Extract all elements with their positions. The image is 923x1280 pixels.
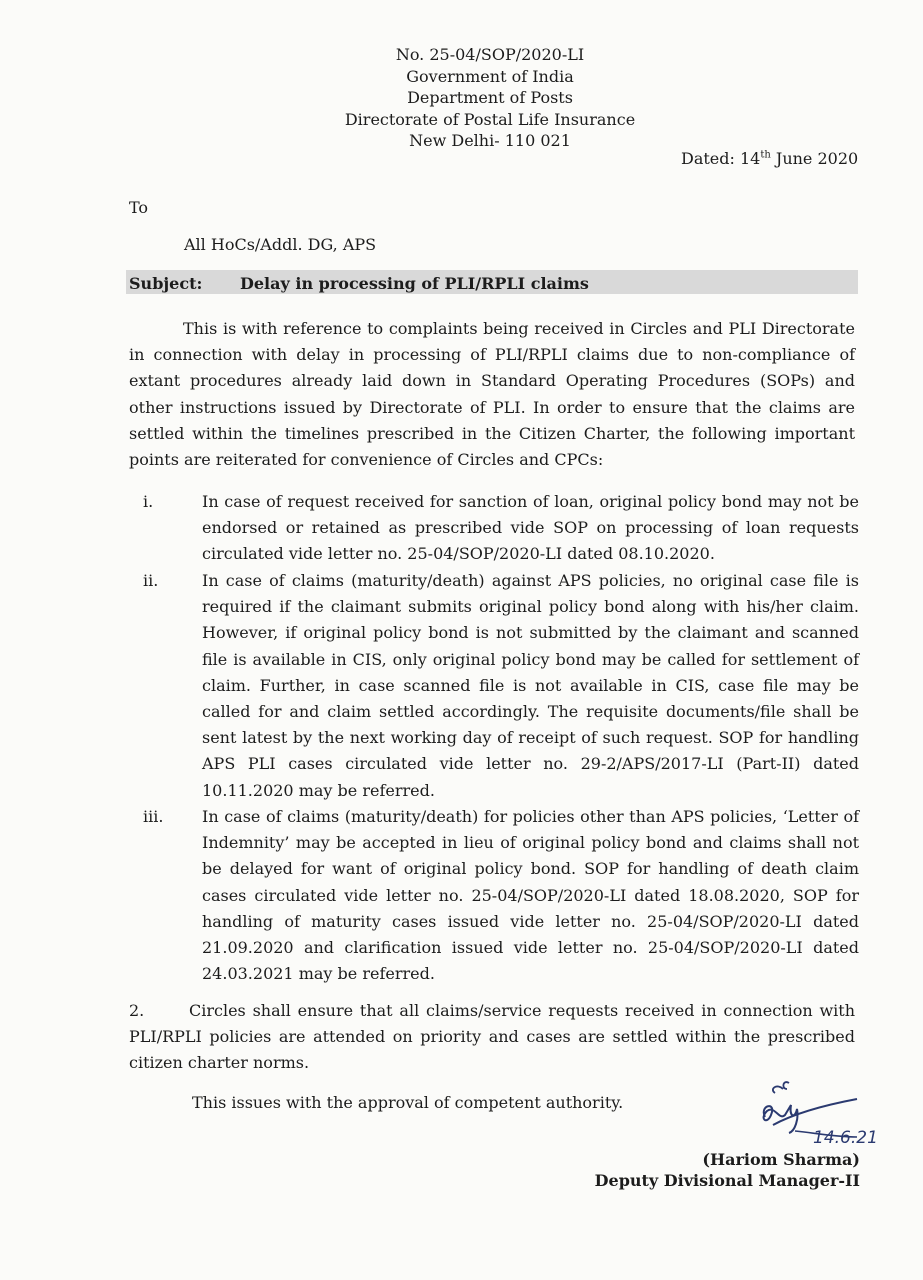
subject-text: Delay in processing of PLI/RPLI claims xyxy=(240,274,589,293)
paragraph-number: 2. xyxy=(129,1001,145,1020)
list-item-text: In case of claims (maturity/death) against APS policies, no original case file is required if the claimant submits original policy bond along with his/her claim. However, if original policy bond is not submitted by the claimant and scanned file is available in CIS, only original policy bond may be called for settlement of claim. Further, in case scanned file is not available in CIS, case file may be called for and claim settled accordingly. The requisite documents/file shall be sent latest by the next working day of receipt of such request. SOP for handling APS PLI cases circulated vide letter no. 29-2/APS/2017-LI (Part-II) dated 10.11.2020 may be referred. xyxy=(202,571,859,800)
paragraph-2 xyxy=(129,998,855,1077)
subject-label: Subject: xyxy=(129,274,203,293)
approval-note: This issues with the approval of competent authority. xyxy=(192,1093,624,1112)
addressee: All HoCs/Addl. DG, APS xyxy=(184,235,377,254)
paragraph-text: Circles shall ensure that all claims/service requests received in connection with PLI/RPLI policies are attended on priority and cases are settled within the prescribed citizen charter norms. xyxy=(129,1001,855,1073)
to-label: To xyxy=(129,198,149,217)
header-directorate: Directorate of Postal Life Insurance xyxy=(344,109,636,129)
intro-paragraph: This is with reference to complaints being received in Circles and PLI Directorate in connection with delay in processing of PLI/RPLI claims due to non-compliance of extant procedures already laid down in Standard Operating Procedures (SOPs) and other instructions issued by Directorate of PLI. In order to ensure that the claims are settled within the timelines prescribed in the Citizen Charter, the following important points are reiterated for convenience of Circles and CPCs: xyxy=(129,319,855,470)
header-government: Government of India xyxy=(406,66,574,86)
letter-header xyxy=(300,44,680,152)
signatory-name: (Hariom Sharma) xyxy=(702,1150,860,1169)
handwritten-signature xyxy=(755,1075,885,1150)
letter-date: Dated: 14th June 2020 xyxy=(681,149,859,168)
list-item-number: iii. xyxy=(143,807,164,826)
signature-date: 14.6.21 xyxy=(813,1128,878,1148)
header-department: Department of Posts xyxy=(407,88,573,107)
signatory-designation: Deputy Divisional Manager-II xyxy=(594,1171,860,1190)
list-item-text: In case of request received for sanction of loan, original policy bond may not be endorsed or retained as prescribed vide SOP on processing of loan requests circulated vide letter no. 25-04/SOP/2020-LI dated 08.10.2020. xyxy=(202,492,859,564)
list-item-text: In case of claims (maturity/death) for policies other than APS policies, ‘Letter of Indemnity’ may be accepted in lieu of original policy bond and claims shall not be delayed for want of original policy bond. SOP for handling of death claim cases circulated vide letter no. 25-04/SOP/2020-LI dated 18.08.2020, SOP for handling of maturity cases issued vide letter no. 25-04/SOP/2020-LI dated 21.09.2020 and clarification issued vide letter no. 25-04/SOP/2020-LI dated 24.03.2021 may be referred. xyxy=(202,807,859,984)
reference-number: No. 25-04/SOP/2020-LI xyxy=(395,45,585,64)
list-item-number: ii. xyxy=(143,571,159,590)
header-city: New Delhi- 110 021 xyxy=(409,131,571,150)
list-item-number: i. xyxy=(143,492,154,511)
